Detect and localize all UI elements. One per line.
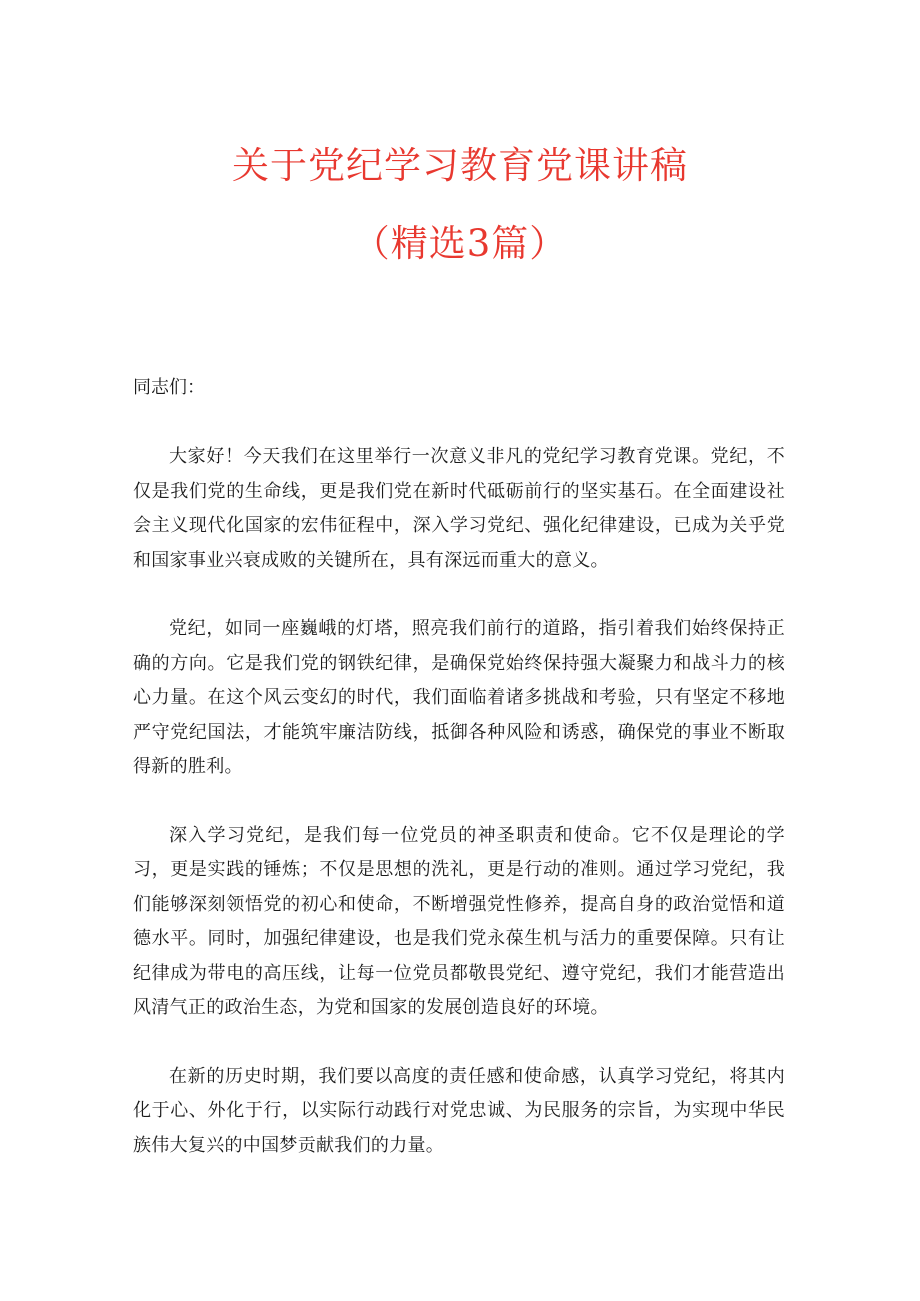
- paragraph: 深入学习党纪，是我们每一位党员的神圣职责和使命。它不仅是理论的学习，更是实践的锤炼；不仅是思想的洗礼，更是行动的准则。通过学习党纪，我们能够深刻领悟党的初心和使命，不断增强党性修养，提高自身的政治觉悟和道德水平。同时，加强纪律建设，也是我们党永葆生机与活力的重要保障。只有让纪律成为带电的高压线，让每一位党员都敬畏党纪、遵守党纪，我们才能营造出风清气正的政治生态，为党和国家的发展创造良好的环境。: [133, 824, 785, 1018]
- greeting: 同志们：: [133, 377, 205, 398]
- paragraph: 党纪，如同一座巍峨的灯塔，照亮我们前行的道路，指引着我们始终保持正确的方向。它是我们党的钢铁纪律，是确保党始终保持强大凝聚力和战斗力的核心力量。在这个风云变幻的时代，我们面临着诸多挑战和考验，只有坚定不移地严守党纪国法，才能筑牢廉洁防线，抵御各种风险和诱惑，确保党的事业不断取得新的胜利。: [133, 618, 785, 777]
- document-body: [133, 440, 785, 1197]
- document-subtitle: （精选3篇）: [352, 222, 568, 265]
- paragraph: 在新的历史时期，我们要以高度的责任感和使命感，认真学习党纪，将其内化于心、外化于行，以实际行动践行对党忠诚、为民服务的宗旨，为实现中华民族伟大复兴的中国梦贡献我们的力量。: [133, 1065, 785, 1156]
- document-title: 关于党纪学习教育党课讲稿: [232, 144, 688, 187]
- paragraph: 大家好！今天我们在这里举行一次意义非凡的党纪学习教育党课。党纪，不仅是我们党的生命线，更是我们党在新时代砥砺前行的坚实基石。在全面建设社会主义现代化国家的宏伟征程中，深入学习党纪、强化纪律建设，已成为关乎党和国家事业兴衰成败的关键所在，具有深远而重大的意义。: [133, 446, 785, 571]
